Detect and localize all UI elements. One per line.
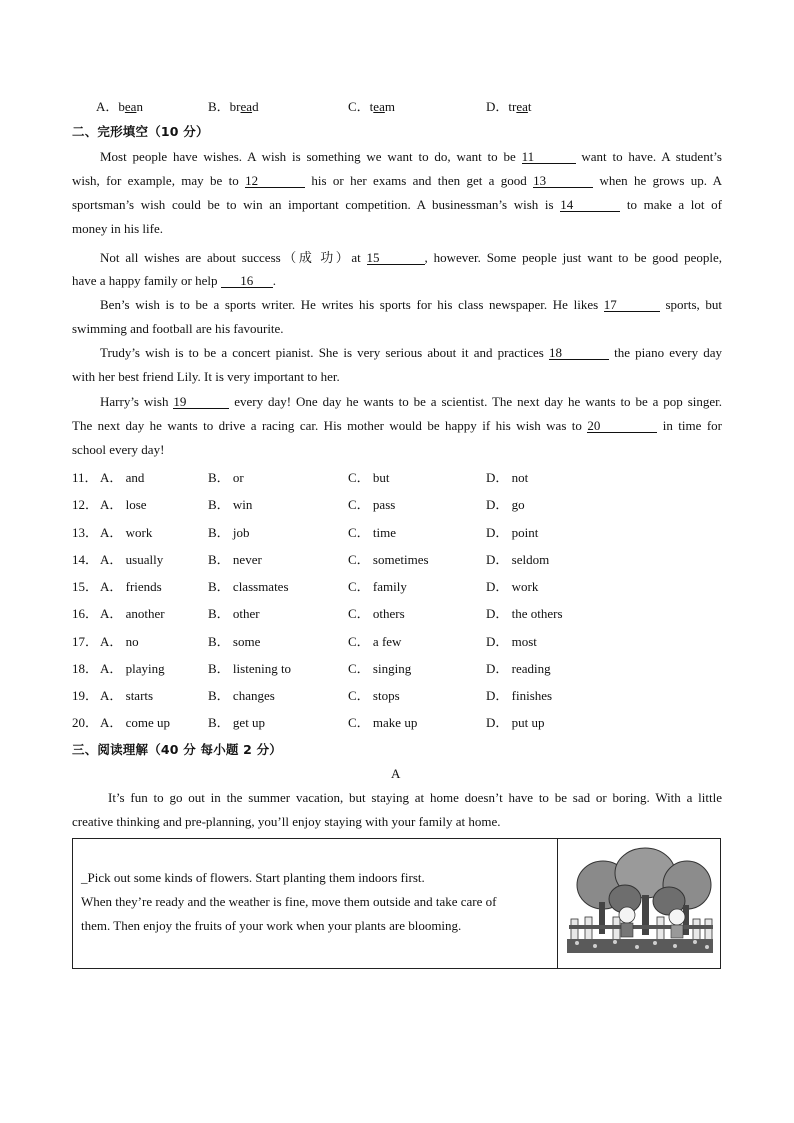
- option-a: A． starts: [100, 688, 154, 703]
- question-19: [0, 685, 794, 705]
- section-3-title: 三、阅读理解（40 分 每小题 2 分）: [72, 742, 283, 757]
- option-c: C． time: [348, 525, 397, 540]
- option-c: C． stops: [348, 688, 400, 703]
- option-d: D． most: [486, 634, 537, 649]
- phonetics-option-b: B．bread: [208, 99, 259, 114]
- blank-19: 19: [173, 395, 229, 409]
- blank-14: 14: [560, 198, 620, 212]
- option-c: C． others: [348, 606, 405, 621]
- option-c: C． sometimes: [348, 552, 429, 567]
- question-12: [0, 494, 794, 514]
- question-number: 18．: [72, 661, 99, 676]
- option-d: D． put up: [486, 715, 545, 730]
- question-18: [0, 658, 794, 678]
- table-text-line-2: When they’re ready and the weather is fine, move them outside and take care of: [81, 894, 497, 909]
- question-number: 11．: [72, 470, 98, 485]
- question-20: [0, 712, 794, 732]
- option-a: A． playing: [100, 661, 165, 676]
- option-b: B． never: [208, 552, 262, 567]
- passage-label: A: [391, 766, 401, 781]
- blank-20: 20: [587, 419, 657, 433]
- question-number: 14．: [72, 552, 99, 567]
- option-b: B． some: [208, 634, 261, 649]
- option-c: C． singing: [348, 661, 412, 676]
- question-11: [0, 467, 794, 487]
- blank-15: 15: [367, 251, 425, 265]
- passage-line-8: swimming and football are his favourite.: [72, 321, 284, 336]
- passage-line-4: money in his life.: [72, 221, 163, 236]
- reading-table: [72, 838, 721, 969]
- question-number: 13．: [72, 525, 99, 540]
- question-13: [0, 522, 794, 542]
- gardening-illustration: [565, 847, 715, 959]
- option-d: D． work: [486, 579, 539, 594]
- option-c: C． family: [348, 579, 407, 594]
- blank-16: 16: [221, 274, 273, 288]
- question-number: 20．: [72, 715, 99, 730]
- option-d: D． go: [486, 497, 525, 512]
- option-c: C． make up: [348, 715, 418, 730]
- option-b: B． other: [208, 606, 260, 621]
- option-d: D． point: [486, 525, 539, 540]
- question-number: 19．: [72, 688, 99, 703]
- option-a: A． another: [100, 606, 165, 621]
- option-a: A． no: [100, 634, 139, 649]
- option-b: B． classmates: [208, 579, 289, 594]
- option-c: C． a few: [348, 634, 402, 649]
- option-d: D． finishes: [486, 688, 553, 703]
- option-b: B． changes: [208, 688, 275, 703]
- option-d: D． reading: [486, 661, 551, 676]
- question-14: [0, 549, 794, 569]
- option-b: B． job: [208, 525, 250, 540]
- passage-line-6: have a happy family or help 16 .: [72, 273, 276, 288]
- passage-line-11: Harry’s wish 19 every day! One day he wants to be a scientist. The next day he wants to be a pop singer.: [100, 394, 722, 409]
- blank-11: 11: [522, 150, 576, 164]
- option-d: D． seldom: [486, 552, 550, 567]
- question-number: 15．: [72, 579, 99, 594]
- passage-line-5: Not all wishes are about success（成 功）at 15 , however. Some people just want to be good people,: [100, 250, 722, 265]
- blank-12: 12: [245, 174, 305, 188]
- passage-line-13: school every day!: [72, 442, 165, 457]
- passage-line-1: Most people have wishes. A wish is something we want to do, want to be 11 want to have. A student’s: [100, 149, 722, 164]
- phonetics-options-row: [0, 96, 794, 116]
- passage-line-10: with her best friend Lily. It is very important to her.: [72, 369, 340, 384]
- passage-line-3: sportsman’s wish could be to win an important competition. A businessman’s wish is 14 to make a lot of: [72, 197, 722, 212]
- option-a: A． lose: [100, 497, 147, 512]
- question-15: [0, 576, 794, 596]
- option-a: A． work: [100, 525, 153, 540]
- section-2-title: 二、完形填空（10 分）: [72, 124, 209, 139]
- option-a: A． come up: [100, 715, 171, 730]
- passage-line-7: Ben’s wish is to be a sports writer. He writes his sports for his class newspaper. He likes 17 sports, but: [100, 297, 723, 312]
- option-d: D． not: [486, 470, 529, 485]
- option-b: B． win: [208, 497, 253, 512]
- reading-intro-line-1: It’s fun to go out in the summer vacation, but staying at home doesn’t have to be sad or boring. With a little: [108, 790, 722, 805]
- option-b: B． listening to: [208, 661, 292, 676]
- question-17: [0, 631, 794, 651]
- reading-intro-line-2: creative thinking and pre-planning, you’ll enjoy staying with your family at home.: [72, 814, 501, 829]
- option-a: A． friends: [100, 579, 162, 594]
- table-divider: [557, 839, 558, 968]
- passage-line-9: Trudy’s wish is to be a concert pianist. She is very serious about it and practices 18 the piano every day: [100, 345, 722, 360]
- phonetics-option-c: C．team: [348, 99, 395, 114]
- blank-18: 18: [549, 346, 609, 360]
- option-a: A． usually: [100, 552, 164, 567]
- blank-17: 17: [604, 298, 660, 312]
- passage-line-12: The next day he wants to drive a racing car. His mother would be happy if his wish was to 20 in time for: [72, 418, 722, 433]
- option-d: D． the others: [486, 606, 563, 621]
- option-b: B． get up: [208, 715, 266, 730]
- passage-line-2: wish, for example, may be to 12 his or her exams and then get a good 13 when he grows up. A: [72, 173, 722, 188]
- option-c: C． but: [348, 470, 390, 485]
- table-text-line-3: them. Then enjoy the fruits of your work when your plants are blooming.: [81, 918, 462, 933]
- question-number: 16．: [72, 606, 99, 621]
- option-b: B． or: [208, 470, 244, 485]
- option-c: C． pass: [348, 497, 396, 512]
- table-text-line-1: _Pick out some kinds of flowers. Start planting them indoors first.: [81, 870, 425, 885]
- phonetics-option-a: A．bean: [96, 99, 143, 114]
- phonetics-option-d: D．treat: [486, 99, 532, 114]
- question-number: 17．: [72, 634, 99, 649]
- option-a: A． and: [100, 470, 145, 485]
- question-16: [0, 603, 794, 623]
- question-number: 12．: [72, 497, 99, 512]
- blank-13: 13: [533, 174, 593, 188]
